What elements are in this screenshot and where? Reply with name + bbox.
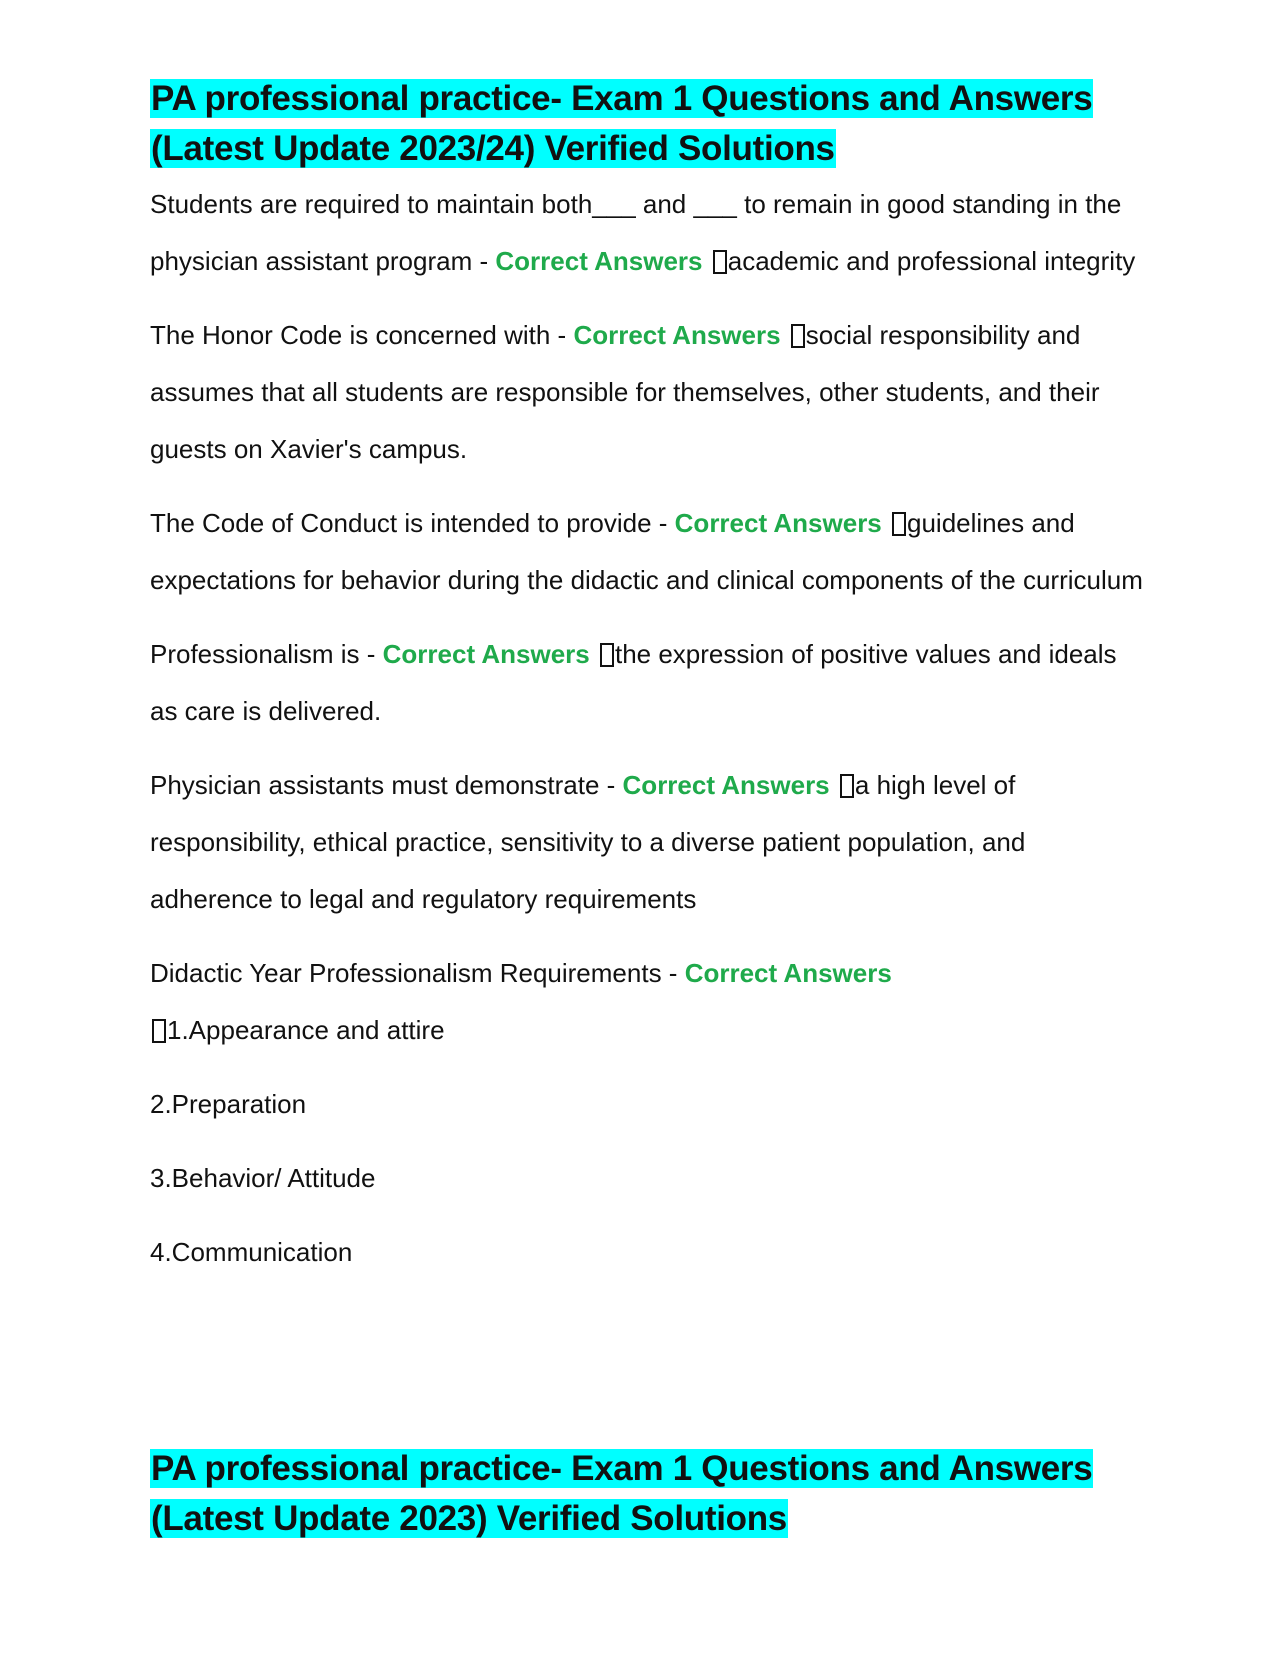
missing-glyph-icon — [713, 250, 727, 274]
missing-glyph-icon — [892, 512, 906, 536]
document-title-repeat — [150, 1444, 1150, 1544]
qa-item-2 — [150, 307, 1150, 478]
answer-text: the expression of positive values and ideals as care is delivered. — [150, 639, 1117, 726]
missing-glyph-icon — [791, 324, 805, 348]
question-text: Students are required to maintain both___ and ___ to remain in good standing in the physician assistant program - — [150, 189, 1122, 276]
qa-item-4 — [150, 626, 1150, 740]
correct-answers-label: Correct Answers — [674, 508, 882, 538]
question-text: The Honor Code is concerned with - — [150, 320, 574, 350]
qa-item-6 — [150, 945, 1150, 1059]
list-item: 2.Preparation — [150, 1089, 307, 1119]
answer-text: guidelines and expectations for behavior during the didactic and clinical components of the curriculum — [150, 508, 1143, 595]
document-title — [150, 74, 1150, 174]
missing-glyph-icon — [600, 643, 614, 667]
answer-text: social responsibility and assumes that all students are responsible for themselves, other students, and their guests on Xavier's campus. — [150, 320, 1100, 464]
correct-answers-label: Correct Answers — [495, 246, 703, 276]
list-item: 4.Communication — [150, 1237, 353, 1267]
qa-item-5 — [150, 757, 1150, 928]
correct-answers-label: Correct Answers — [684, 958, 892, 988]
answer-text: a high level of responsibility, ethical practice, sensitivity to a diverse patient population, and adherence to legal and regulatory requirements — [150, 770, 1026, 914]
correct-answers-label: Correct Answers — [622, 770, 830, 800]
answer-text: academic and professional integrity — [727, 246, 1136, 276]
list-item: 3.Behavior/ Attitude — [150, 1163, 376, 1193]
answer-text: 1.Appearance and attire — [167, 1015, 445, 1045]
question-text: The Code of Conduct is intended to provide - — [150, 508, 675, 538]
correct-answers-label: Correct Answers — [382, 639, 590, 669]
correct-answers-label: Correct Answers — [573, 320, 781, 350]
qa-item-3 — [150, 495, 1150, 609]
missing-glyph-icon — [152, 1019, 166, 1043]
document-page — [150, 74, 1150, 1538]
qa-item-1 — [150, 176, 1150, 290]
question-text: Didactic Year Professionalism Requirements - — [150, 958, 685, 988]
title-highlight: PA professional practice- Exam 1 Questions and Answers (Latest Update 2023/24) Verified Solutions — [151, 79, 1093, 168]
question-text: Physician assistants must demonstrate - — [150, 770, 623, 800]
title-highlight: PA professional practice- Exam 1 Questions and Answers (Latest Update 2023) Verified Solutions — [151, 1449, 1093, 1538]
missing-glyph-icon — [840, 774, 854, 798]
question-text: Professionalism is - — [150, 639, 383, 669]
